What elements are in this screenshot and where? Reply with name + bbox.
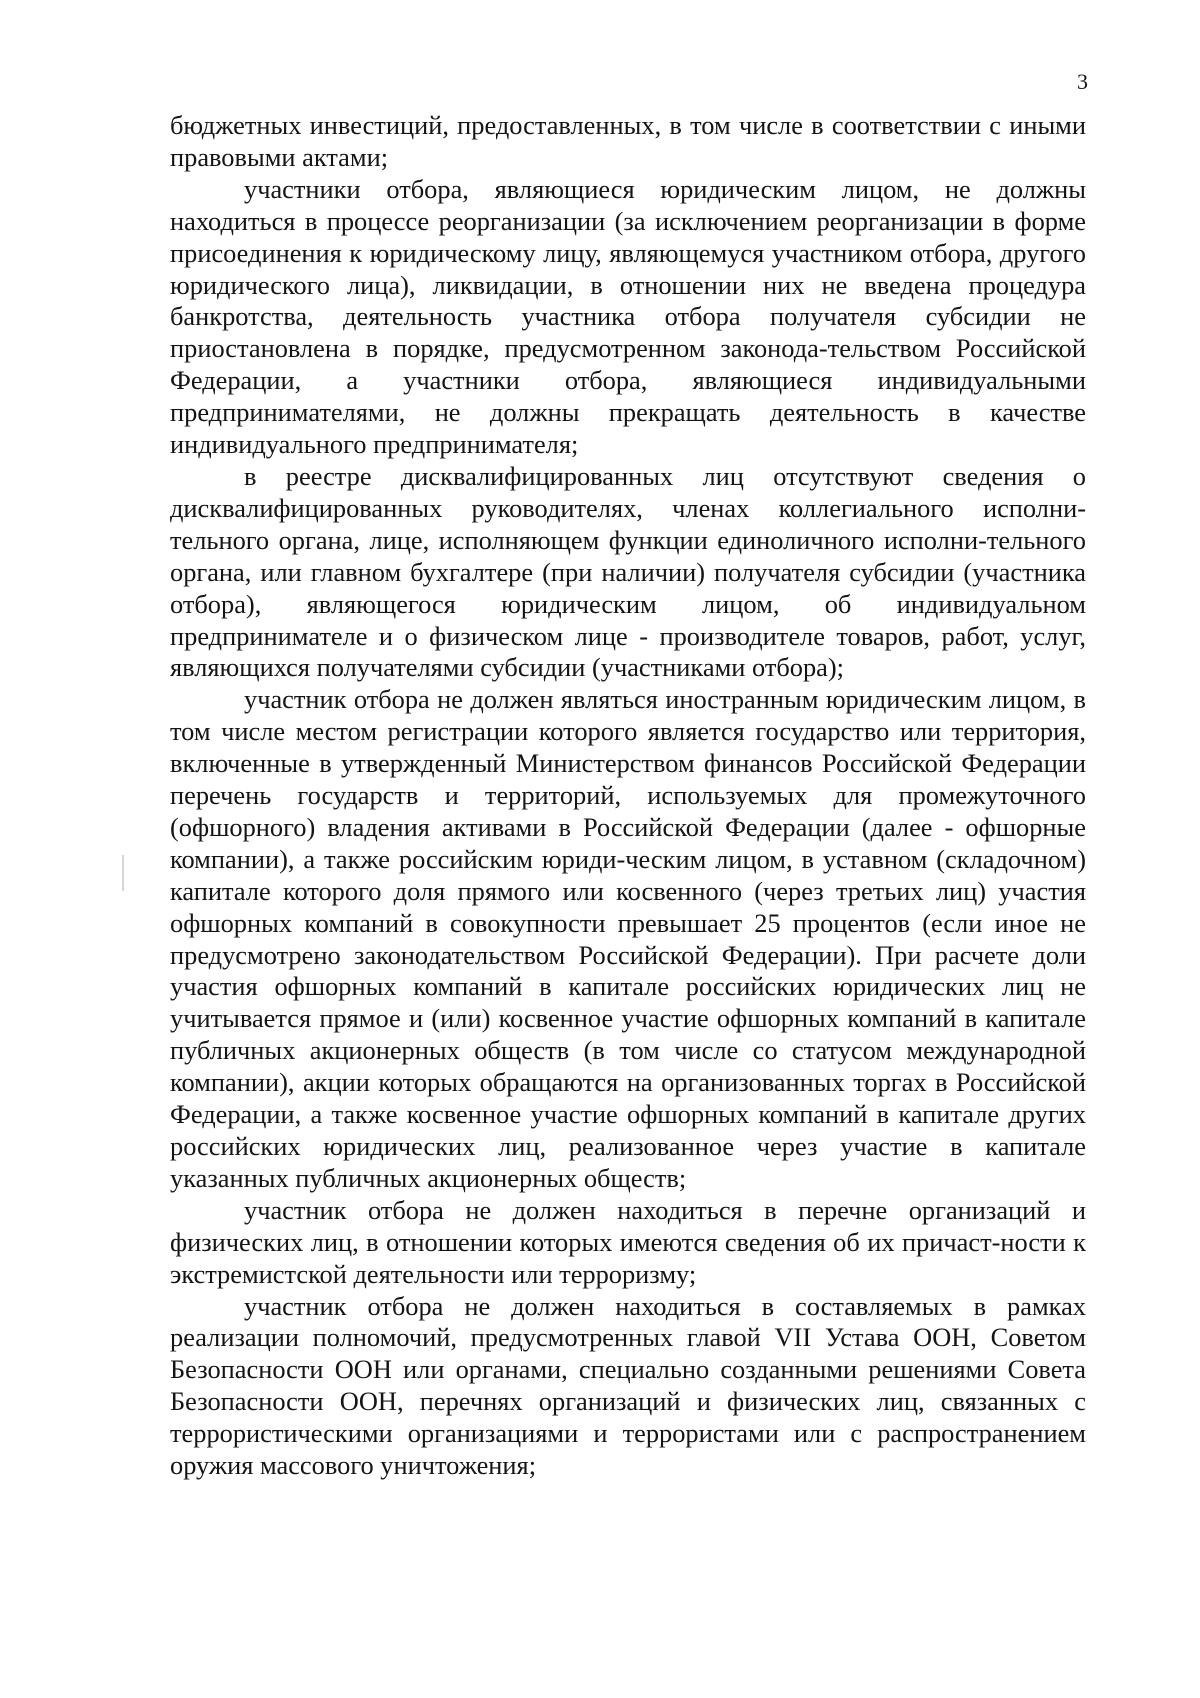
paragraph-reorganization-requirement: участники отбора, являющиеся юридическим лицом, не должны находиться в процессе реорганизации (за исключением реорганизации в форме присоединения к юридическому лицу, являющемуся участником отбора, другого юридического лица), ликвидации, в отношении них не введена процедура банкротства, деятельность участника отбора получателя субсидии не приостановлена в порядке, предусмотренном законода-тельством Российской Федерации, а участники отбора, являющиеся индивидуальными предпринимателями, не должны прекращать деятельность в качестве индивидуального предпринимателя; <box>170 173 1086 460</box>
document-body <box>170 110 1086 1482</box>
scan-artifact-mark <box>122 855 124 891</box>
paragraph-continuation: бюджетных инвестиций, предоставленных, в том числе в соответствии с иными правовыми актами; <box>170 110 1086 172</box>
paragraph-offshore-companies: участник отбора не должен являться иностранным юридическим лицом, в том числе местом регистрации которого является государство или территория, включенные в утвержденный Министерством финансов Российской Федерации перечень государств и территорий, используемых для промежуточного (офшорного) владения активами в Российской Федерации (далее - офшорные компании), а также российским юриди-ческим лицом, в уставном (складочном) капитале которого доля прямого или косвенного (через третьих лиц) участия офшорных компаний в совокупности превышает 25 процентов (если иное не предусмотрено законодательством Российской Федерации). При расчете доли участия офшорных компаний в капитале российских юридических лиц не учитывается прямое и (или) косвенное участие офшорных компаний в капитале публичных акционерных обществ (в том числе со статусом международной компании), акции которых обращаются на организованных торгах в Российской Федерации, а также косвенное участие офшорных компаний в капитале других российских юридических лиц, реализованное через участие в капитале указанных публичных акционерных обществ; <box>170 684 1086 1193</box>
paragraph-disqualified-persons-registry: в реестре дисквалифицированных лиц отсутствуют сведения о дисквалифицированных руководителях, членах коллегиального исполни-тельного органа, лице, исполняющем функции единоличного исполни-тельного органа, или главном бухгалтере (при наличии) получателя субсидии (участника отбора), являющегося юридическим лицом, об индивидуальном предпринимателе и о физическом лице - производителе товаров, работ, услуг, являющихся получателями субсидии (участниками отбора); <box>170 460 1086 683</box>
page-number: 3 <box>1077 69 1088 94</box>
paragraph-extremism-list: участник отбора не должен находиться в перечне организаций и физических лиц, в отношении которых имеются сведения об их причаст-ности к экстремистской деятельности или терроризму; <box>170 1194 1086 1289</box>
paragraph-un-security-council-list: участник отбора не должен находиться в составляемых в рамках реализации полномочий, предусмотренных главой VII Устава ООН, Советом Безопасности ООН или органами, специально созданными решениями Совета Безопасности ООН, перечнях организаций и физических лиц, связанных с террористическими организациями и террористами или с распространением оружия массового уничтожения; <box>170 1290 1086 1481</box>
